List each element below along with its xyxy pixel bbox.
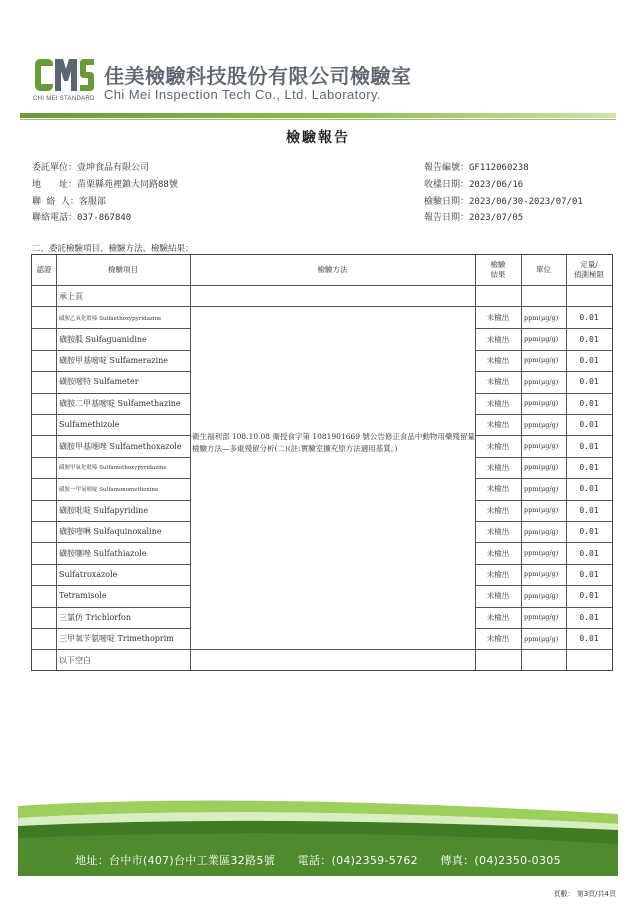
table-row-result: 未檢出 <box>486 441 510 451</box>
client-address: 地 址：苗栗縣苑裡鎮大同路88號 <box>32 180 178 190</box>
table-row-result: 未檢出 <box>486 527 510 537</box>
table-row-limit: 0.01 <box>579 420 599 430</box>
received-date: 收樣日期：2023/06/16 <box>424 180 524 190</box>
table-row-unit: ppm(μg/g) <box>524 335 559 344</box>
table-row-unit: ppm(μg/g) <box>524 420 559 429</box>
table-row-result: 未檢出 <box>486 313 510 323</box>
client-phone-value: 037-867840 <box>77 213 132 223</box>
header-method: 檢驗方法 <box>317 265 348 274</box>
table-row-item: 磺胺胍 Sulfaguanidine <box>59 334 147 344</box>
table-row-item: Sulfatroxazole <box>59 569 118 579</box>
table-row-limit: 0.01 <box>579 612 599 622</box>
table-row-unit: ppm(μg/g) <box>524 634 559 643</box>
table-row-result: 未檢出 <box>486 612 510 622</box>
table-row-limit: 0.01 <box>579 527 599 537</box>
table-row-limit: 0.01 <box>579 634 599 644</box>
table-row-item: 磺胺噻唑 Sulfathiazole <box>59 548 147 558</box>
table-row-unit: ppm(μg/g) <box>524 527 559 536</box>
report-number: 報告編號：GF112060238 <box>424 163 529 173</box>
table-row-result: 未檢出 <box>486 377 510 387</box>
table-row-unit: ppm(μg/g) <box>524 506 559 515</box>
report-title: 檢驗報告 <box>286 130 350 146</box>
client-phone: 聯絡電話：037-867840 <box>32 213 132 223</box>
section-heading: 二、委託檢驗項目、檢驗方法、檢驗結果： <box>32 244 194 254</box>
logo-subtitle: CHI MEI STANDARD <box>33 96 95 102</box>
blank-below-label: 以下空白 <box>59 655 91 665</box>
method-description: 衛生福利部 108.10.08 衛授食字第 1081901669 號公告修正食品中動物用藥殘留量檢驗方法—多重殘留分析(二)(註:實驗室擴充原方法適用基質。) <box>192 432 475 453</box>
table-row-result: 未檢出 <box>486 484 510 494</box>
table-row-limit: 0.01 <box>579 591 599 601</box>
client-unit: 委託單位：壹坤食品有限公司 <box>32 163 150 173</box>
table-row-unit: ppm(μg/g) <box>524 570 559 579</box>
header-unit: 單位 <box>536 265 551 274</box>
table-row-item: 磺胺嘧特 Sulfameter <box>59 377 139 387</box>
test-date-value: 2023/06/30-2023/07/01 <box>469 197 583 207</box>
table-row-item: 磺胺二甲基嘧啶 Sulfamethazine <box>59 398 181 408</box>
table-row-item: 磺胺甲基噁唑 Sulfamethoxazole <box>59 441 182 451</box>
header-cert: 認證 <box>36 265 52 274</box>
client-contact: 聯 絡 人：客服部 <box>32 197 106 207</box>
table-row-limit: 0.01 <box>579 355 599 365</box>
table-row-limit: 0.01 <box>579 313 599 323</box>
test-date: 檢驗日期：2023/06/30-2023/07/01 <box>424 197 583 207</box>
table-row-result: 未檢出 <box>486 398 510 408</box>
table-row-limit: 0.01 <box>579 505 599 515</box>
table-row-item: 三甲氧苄氨嘧啶 Trimethoprim <box>59 634 174 644</box>
report-date-value: 2023/07/05 <box>469 213 524 223</box>
table-row-unit: ppm(μg/g) <box>524 313 559 322</box>
report-number-value: GF112060238 <box>469 163 529 173</box>
table-row-unit: ppm(μg/g) <box>524 549 559 558</box>
table-row-unit: ppm(μg/g) <box>524 484 559 493</box>
table-row-unit: ppm(μg/g) <box>524 442 559 451</box>
header-divider-thin <box>20 119 616 120</box>
page-number: 頁數： 第3頁/共4頁 <box>553 890 616 898</box>
company-logo <box>34 55 96 95</box>
table-row-unit: ppm(μg/g) <box>524 463 559 472</box>
table-row-limit: 0.01 <box>579 462 599 472</box>
received-date-value: 2023/06/16 <box>469 180 524 190</box>
table-row-limit: 0.01 <box>579 377 599 387</box>
table-row-result: 未檢出 <box>486 548 510 558</box>
header-item: 檢驗項目 <box>108 265 138 274</box>
report-date: 報告日期：2023/07/05 <box>424 213 524 223</box>
header-limit: 定量/ 偵測極限 <box>574 260 604 279</box>
client-contact-value: 客服部 <box>78 197 106 207</box>
header-result: 檢驗 結果 <box>490 260 506 279</box>
table-row-result: 未檢出 <box>486 505 510 515</box>
table-row-result: 未檢出 <box>486 634 510 644</box>
table-row-item: 磺胺吡啶 Sulfapyridine <box>59 505 149 515</box>
table-row-result: 未檢出 <box>486 334 510 344</box>
company-name-chinese: 佳美檢驗科技股份有限公司檢驗室 <box>104 64 412 88</box>
client-unit-value: 壹坤食品有限公司 <box>77 163 150 173</box>
header-divider <box>20 113 616 118</box>
company-name-english: Chi Mei Inspection Tech Co., Ltd. Laboratory. <box>104 87 381 102</box>
table-row-limit: 0.01 <box>579 484 599 494</box>
footer-contact-info: 地址：台中市(407)台中工業區32路5號 電話：(04)2359-5762 傳真：(04)2350-0305 <box>75 854 561 867</box>
table-row-unit: ppm(μg/g) <box>524 591 559 600</box>
table-row-limit: 0.01 <box>579 548 599 558</box>
table-row-unit: ppm(μg/g) <box>524 356 559 365</box>
results-table <box>31 254 613 671</box>
table-row-item: 磺胺甲基嘧啶 Sulfamerazine <box>59 355 169 365</box>
table-row-unit: ppm(μg/g) <box>524 399 559 408</box>
table-row-result: 未檢出 <box>486 591 510 601</box>
table-row-item: 磺胺甲氧化吡嗪 Sulfamethoxypyridazine <box>59 465 167 472</box>
table-row-limit: 0.01 <box>579 569 599 579</box>
table-row-result: 未檢出 <box>486 462 510 472</box>
table-row-result: 未檢出 <box>486 569 510 579</box>
table-row-result: 未檢出 <box>486 355 510 365</box>
client-address-value: 苗栗縣苑裡鎮大同路88號 <box>77 180 178 190</box>
table-row-unit: ppm(μg/g) <box>524 377 559 386</box>
table-row-item: Sulfamethizole <box>59 420 120 430</box>
table-row-limit: 0.01 <box>579 334 599 344</box>
table-row-item: 磺胺乙氧化吡嗪 Sulfaethoxypyridazine <box>59 315 162 322</box>
continued-label: 承上頁 <box>59 291 83 301</box>
table-row-item: Tetramisole <box>59 591 107 601</box>
table-row-item: 三氯仿 Trichlorfon <box>59 612 132 622</box>
table-row-item: 磺胺喹啉 Sulfaquinoxaline <box>59 527 162 537</box>
table-row-unit: ppm(μg/g) <box>524 613 559 622</box>
table-row-limit: 0.01 <box>579 441 599 451</box>
table-row-result: 未檢出 <box>486 420 510 430</box>
table-row-limit: 0.01 <box>579 398 599 408</box>
table-row-item: 磺胺一甲氧嘧啶 Sulfamonomethoxine <box>59 486 159 493</box>
